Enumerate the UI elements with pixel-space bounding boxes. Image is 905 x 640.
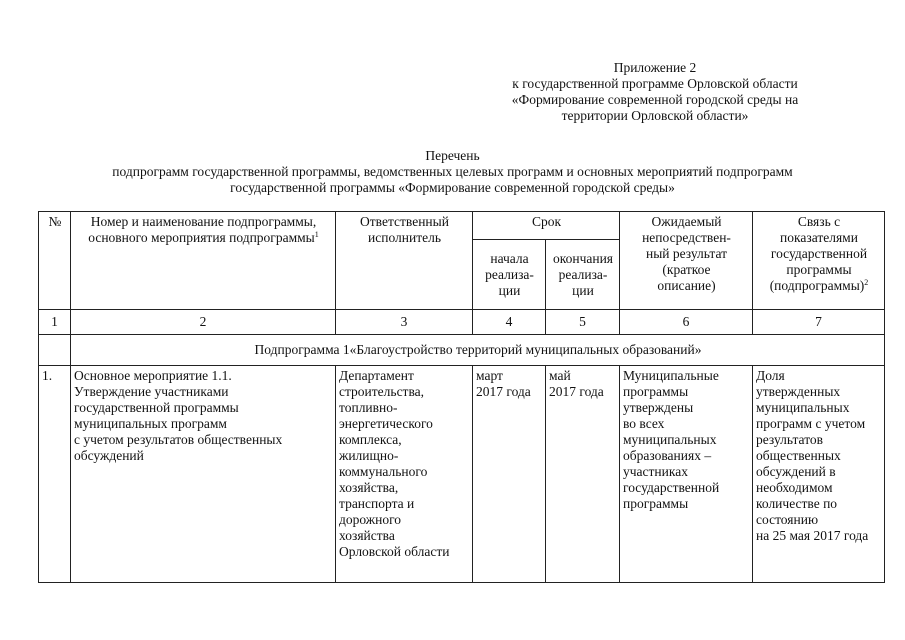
document-subtitle: подпрограмм государственной программы, ведомственных целевых программ и основных мероприятий подпрограмм: [112, 164, 793, 179]
document-title: Перечень: [425, 148, 480, 163]
row-executor-line: транспорта и: [339, 496, 415, 511]
header-term-label: Срок: [531, 214, 562, 229]
row-executor-line: хозяйства,: [339, 480, 399, 495]
footnote-mark: 1: [314, 230, 319, 239]
row-executor-line: комплекса,: [339, 432, 402, 447]
row-start-line: март: [476, 368, 503, 383]
appendix-line: к государственной программе Орловской области: [512, 76, 798, 91]
column-number: 2: [71, 310, 336, 335]
column-number: 1: [39, 310, 71, 335]
document-heading: [30, 148, 875, 196]
header-result: [620, 212, 753, 310]
row-name-line: с учетом результатов общественных: [74, 432, 283, 447]
appendix-line: «Формирование современной городской среды на: [511, 92, 799, 107]
row-start: [473, 366, 546, 583]
row-end-line: май: [549, 368, 571, 383]
row-link-line: состоянию: [756, 512, 819, 527]
header-name-line: [74, 230, 333, 246]
header-term: [473, 212, 620, 240]
row-name-line: государственной программы: [74, 400, 239, 415]
header-num-label: №: [48, 214, 62, 229]
row-result-line: Муниципальные: [623, 368, 719, 383]
row-start-line: 2017 года: [476, 384, 531, 399]
header-end-line: окончания: [552, 250, 614, 266]
row-result-line: образованиях –: [623, 448, 712, 463]
column-number: 6: [620, 310, 753, 335]
header-result-line: Ожидаемый: [651, 214, 722, 229]
row-result-line: программы: [623, 384, 689, 399]
header-num: [39, 212, 71, 310]
row-executor-line: жилищно-: [339, 448, 399, 463]
header-executor-line: Ответственный: [360, 214, 449, 229]
header-row: [39, 212, 885, 240]
header-link-text: (подпрограммы): [769, 278, 865, 293]
row-executor-line: дорожного: [339, 512, 402, 527]
row-executor-line: Департамент: [339, 368, 414, 383]
row-end-line: 2017 года: [549, 384, 604, 399]
row-link-line: на 25 мая 2017 года: [756, 528, 869, 543]
header-link-line: государственной: [770, 246, 868, 261]
header-start-line: ции: [498, 282, 521, 298]
row-executor-line: строительства,: [339, 384, 425, 399]
row-link-line: программ с учетом: [756, 416, 866, 431]
measures-table: [38, 211, 885, 583]
header-link: [753, 212, 885, 310]
row-name: [71, 366, 336, 583]
table-row: [39, 366, 885, 583]
row-link-line: муниципальных: [756, 400, 850, 415]
subprogram-title-text: Подпрограмма 1«Благоустройство территорий муниципальных образований»: [254, 342, 702, 357]
row-executor-line: Орловской области: [339, 544, 450, 559]
column-number: 7: [753, 310, 885, 335]
header-link-line: программы: [786, 262, 852, 277]
header-result-line: непосредствен-: [642, 230, 731, 245]
column-number: 4: [473, 310, 546, 335]
subprogram-num-cell: [39, 335, 71, 366]
row-executor-line: коммунального: [339, 464, 428, 479]
row-link-line: Доля: [756, 368, 785, 383]
row-result: [620, 366, 753, 583]
row-link-line: количестве по: [756, 496, 838, 511]
header-start: [473, 240, 546, 310]
header-end-line: реализа-: [558, 266, 608, 282]
subprogram-row: [39, 335, 885, 366]
header-end: [546, 240, 620, 310]
column-number-row: [39, 310, 885, 335]
header-link-line: показателями: [780, 230, 858, 245]
row-executor-line: хозяйства: [339, 528, 395, 543]
header-start-line: реализа-: [485, 266, 534, 282]
header-start-line: начала: [490, 250, 529, 266]
header-executor: [336, 212, 473, 310]
column-number: 5: [546, 310, 620, 335]
header-result-line: описание): [657, 278, 716, 293]
header-executor-line: исполнитель: [368, 230, 441, 245]
row-name-line: обсуждений: [74, 448, 144, 463]
row-link-line: обсуждений в: [756, 464, 836, 479]
row-result-line: государственной: [623, 480, 720, 495]
header-name: [71, 212, 336, 310]
header-name-text: основного мероприятия подпрограммы: [88, 230, 315, 245]
footnote-mark: 2: [864, 278, 869, 287]
header-end-line: ции: [572, 282, 594, 298]
row-link: [753, 366, 885, 583]
row-num: 1.: [39, 366, 71, 583]
column-number: 3: [336, 310, 473, 335]
row-link-line: общественных: [756, 448, 841, 463]
subprogram-title: [71, 335, 885, 366]
row-name-line: Основное мероприятие 1.1.: [74, 368, 232, 383]
document-subtitle: государственной программы «Формирование современной городской среды»: [230, 180, 675, 195]
row-executor-line: энергетического: [339, 416, 433, 431]
header-result-line: (краткое: [662, 262, 711, 277]
appendix-caption: [470, 60, 840, 124]
row-link-line: утвержденных: [756, 384, 841, 399]
header-result-line: ный результат: [646, 246, 727, 261]
row-result-line: во всех: [623, 416, 665, 431]
row-executor-line: топливно-: [339, 400, 398, 415]
row-result-line: участниках: [623, 464, 688, 479]
row-name-line: муниципальных программ: [74, 416, 227, 431]
header-name-line: Номер и наименование подпрограммы,: [90, 214, 317, 229]
header-link-line: Связь с: [797, 214, 841, 229]
row-result-line: утверждены: [623, 400, 694, 415]
row-link-line: результатов: [756, 432, 824, 447]
row-result-line: муниципальных: [623, 432, 717, 447]
row-executor: [336, 366, 473, 583]
appendix-line: территории Орловской области»: [561, 108, 749, 123]
row-name-line: Утверждение участниками: [74, 384, 229, 399]
row-end: [546, 366, 620, 583]
appendix-title: Приложение 2: [613, 60, 697, 75]
row-link-line: необходимом: [756, 480, 833, 495]
header-link-line: [756, 278, 882, 294]
row-result-line: программы: [623, 496, 689, 511]
